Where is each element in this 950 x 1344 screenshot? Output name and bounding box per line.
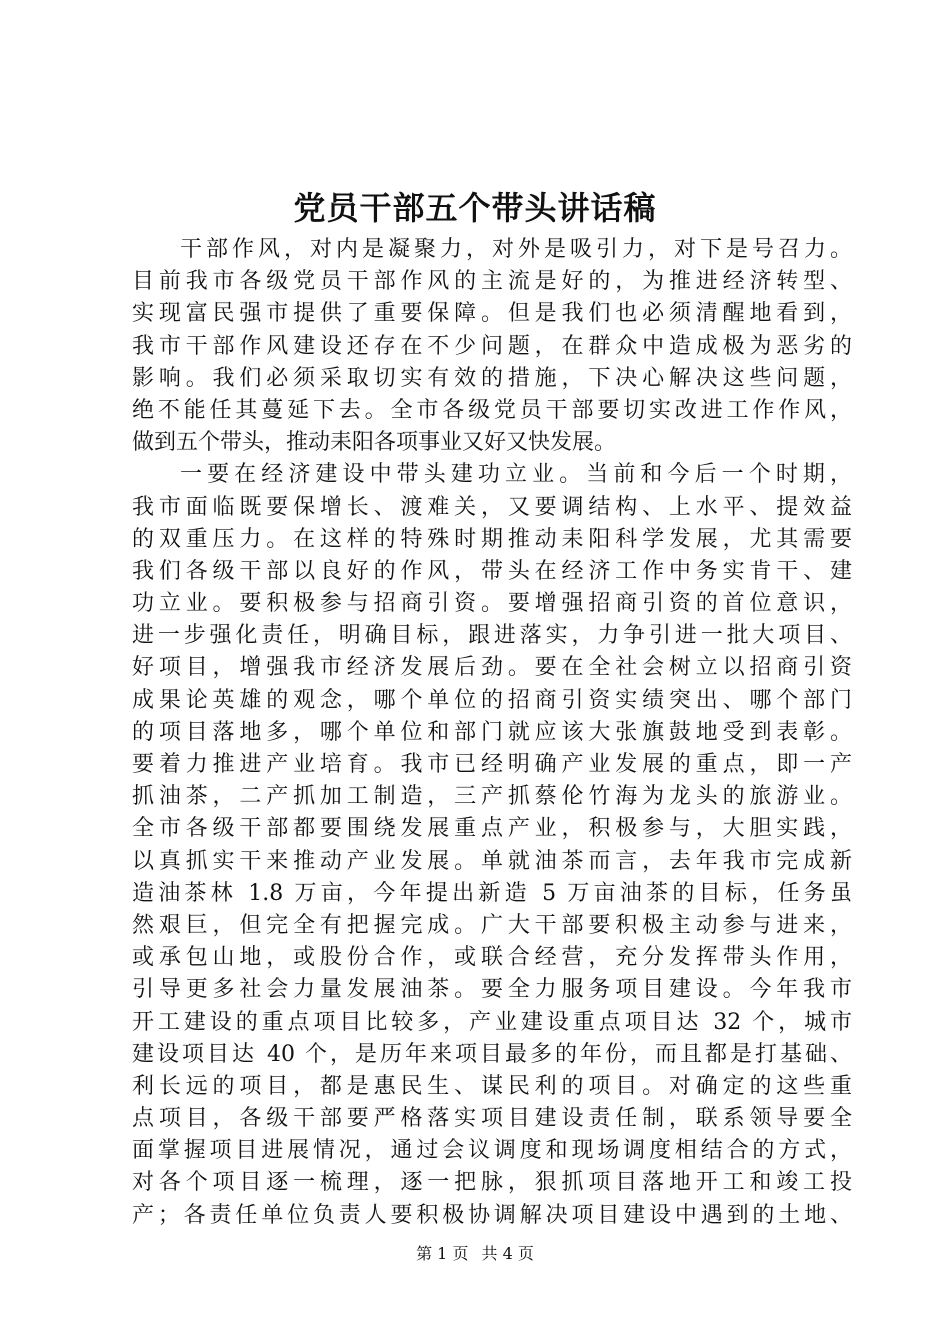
text-line: 全市各级干部都要围绕发展重点产业，积极参与，大胆实践， xyxy=(132,816,852,842)
text-line: 造油茶林 1.8 万亩，今年提出新造 5 万亩油茶的目标，任务虽 xyxy=(132,880,852,906)
text-line: 我们各级干部以良好的作风，带头在经济工作中务实肯干、建 xyxy=(132,558,852,584)
text-line: 绝不能任其蔓延下去。全市各级党员干部要切实改进工作作风， xyxy=(132,397,852,423)
text-line: 抓油茶，二产抓加工制造，三产抓蔡伦竹海为龙头的旅游业。 xyxy=(132,784,852,810)
text-line: 干部作风，对内是凝聚力，对外是吸引力，对下是号召力。 xyxy=(180,237,852,262)
text-line: 点项目，各级干部要严格落实项目建设责任制，联系领导要全 xyxy=(132,1106,852,1132)
text-line: 产；各责任单位负责人要积极协调解决项目建设中遇到的土地、 xyxy=(132,1202,852,1228)
text-line: 一要在经济建设中带头建功立业。当前和今后一个时期， xyxy=(180,462,852,488)
text-line: 功立业。要积极参与招商引资。要增强招商引资的首位意识， xyxy=(132,591,852,617)
text-line: 开工建设的重点项目比较多，产业建设重点项目达 32 个，城市 xyxy=(132,1009,852,1035)
text-line: 建设项目达 40 个，是历年来项目最多的年份，而且都是打基础、 xyxy=(132,1041,852,1067)
text-line: 目前我市各级党员干部作风的主流是好的，为推进经济转型、 xyxy=(132,269,852,295)
text-line: 或承包山地，或股份合作，或联合经营，充分发挥带头作用， xyxy=(132,945,852,971)
text-line: 做到五个带头，推动耒阳各项事业又好又快发展。 xyxy=(132,430,617,456)
text-line: 面掌握项目进展情况，通过会议调度和现场调度相结合的方式， xyxy=(132,1138,852,1164)
text-line: 的双重压力。在这样的特殊时期推动耒阳科学发展，尤其需要 xyxy=(132,526,852,552)
text-line: 进一步强化责任，明确目标，跟进落实，力争引进一批大项目、 xyxy=(132,623,852,649)
document-body xyxy=(132,234,852,1232)
text-line: 然艰巨，但完全有把握完成。广大干部要积极主动参与进来， xyxy=(132,912,852,938)
text-line: 的项目落地多，哪个单位和部门就应该大张旗鼓地受到表彰。 xyxy=(132,719,852,745)
text-line: 以真抓实干来推动产业发展。单就油茶而言，去年我市完成新 xyxy=(132,848,852,874)
text-line: 影响。我们必须采取切实有效的措施，下决心解决这些问题， xyxy=(132,365,852,391)
text-line: 成果论英雄的观念，哪个单位的招商引资实绩突出、哪个部门 xyxy=(132,687,852,713)
text-line: 我市面临既要保增长、渡难关，又要调结构、上水平、提效益 xyxy=(132,494,852,520)
text-line: 要着力推进产业培育。我市已经明确产业发展的重点，即一产 xyxy=(132,752,852,777)
text-line: 引导更多社会力量发展油茶。要全力服务项目建设。今年我市 xyxy=(132,977,852,1003)
page-number: 第 1 页 xyxy=(416,1244,469,1263)
text-line: 对各个项目逐一梳理，逐一把脉，狠抓项目落地开工和竣工投 xyxy=(132,1170,852,1196)
page-total: 共 4 页 xyxy=(481,1244,534,1263)
page-title: 党员干部五个带头讲话稿 xyxy=(293,189,657,227)
text-line: 利长远的项目，都是惠民生、谋民利的项目。对确定的这些重 xyxy=(132,1073,852,1099)
text-line: 我市干部作风建设还存在不少问题，在群众中造成极为恶劣的 xyxy=(132,333,852,359)
text-line: 好项目，增强我市经济发展后劲。要在全社会树立以招商引资 xyxy=(132,655,852,681)
page-footer xyxy=(0,1244,950,1264)
text-line: 实现富民强市提供了重要保障。但是我们也必须清醒地看到， xyxy=(132,301,852,327)
